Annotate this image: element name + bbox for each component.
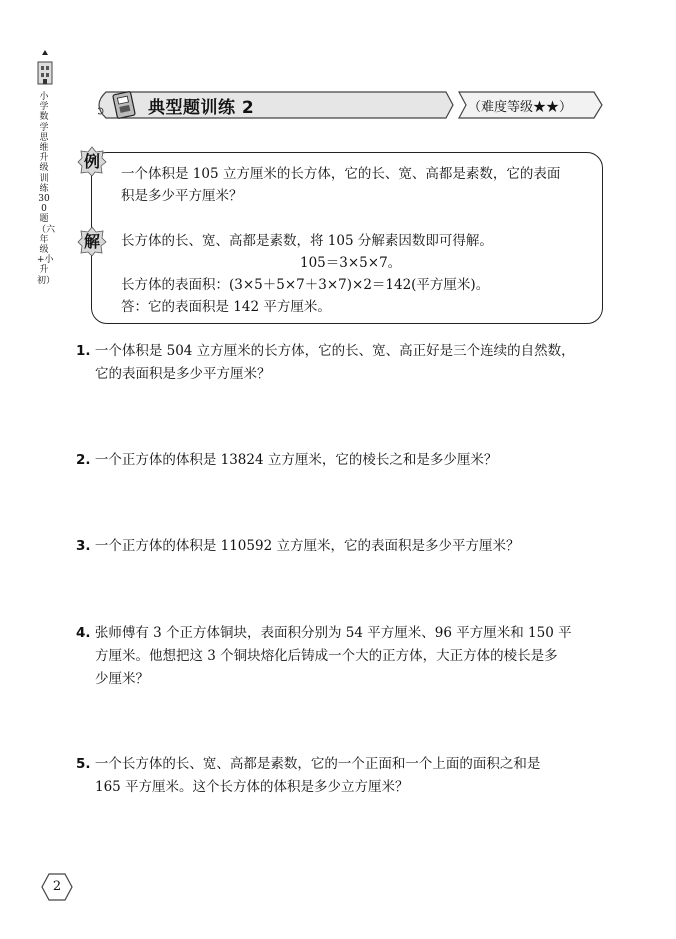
question-1: 1. 一个体积是 504 立方厘米的长方体，它的长、宽、高正好是三个连续的自然数， 它的表面积是多少平方厘米？: [76, 343, 575, 382]
school-icon: [35, 48, 55, 88]
solution-badge: 解: [77, 226, 107, 256]
solution-line: 105＝3×5×7。: [300, 255, 402, 271]
example-badge: 例: [77, 146, 107, 176]
question-3: 3. 一个正方体的体积是 110592 立方厘米，它的表面积是多少平方厘米？: [76, 538, 520, 554]
question-2: 2. 一个正方体的体积是 13824 立方厘米，它的棱长之和是多少厘米？: [76, 452, 498, 468]
difficulty-label: （难度等级★★）: [468, 100, 573, 115]
section-banner: [98, 86, 608, 124]
example-line: 一个体积是 105 立方厘米的长方体，它的长、宽、高都是素数，它的表面: [121, 166, 561, 182]
solution-line: 答：它的表面积是 142 平方厘米。: [121, 299, 331, 315]
section-title: 典型题训练 2: [148, 98, 255, 118]
solution-line: 长方体的表面积：(3×5＋5×7＋3×7)×2＝142(平方厘米)。: [121, 277, 490, 293]
book-icon: [112, 91, 138, 119]
question-4: 4. 张师傅有 3 个正方体铜块，表面积分别为 54 平方厘米、96 平方厘米和 150 平 方厘米。他想把这 3 个铜块熔化后铸成一个大的正方体，大正方体的棱长是多 少厘米？: [76, 625, 572, 687]
example-line: 积是多少平方厘米？: [121, 188, 243, 204]
page-number: 2: [40, 872, 74, 902]
side-label-text: 小学数学思维升级训练300题（六年级+小升初）: [37, 92, 56, 286]
solution-line: 长方体的长、宽、高都是素数，将 105 分解素因数即可得解。: [121, 233, 493, 249]
question-5: 5. 一个长方体的长、宽、高都是素数，它的一个正面和一个上面的面积之和是 165 平方厘米。这个长方体的体积是多少立方厘米？: [76, 756, 541, 795]
